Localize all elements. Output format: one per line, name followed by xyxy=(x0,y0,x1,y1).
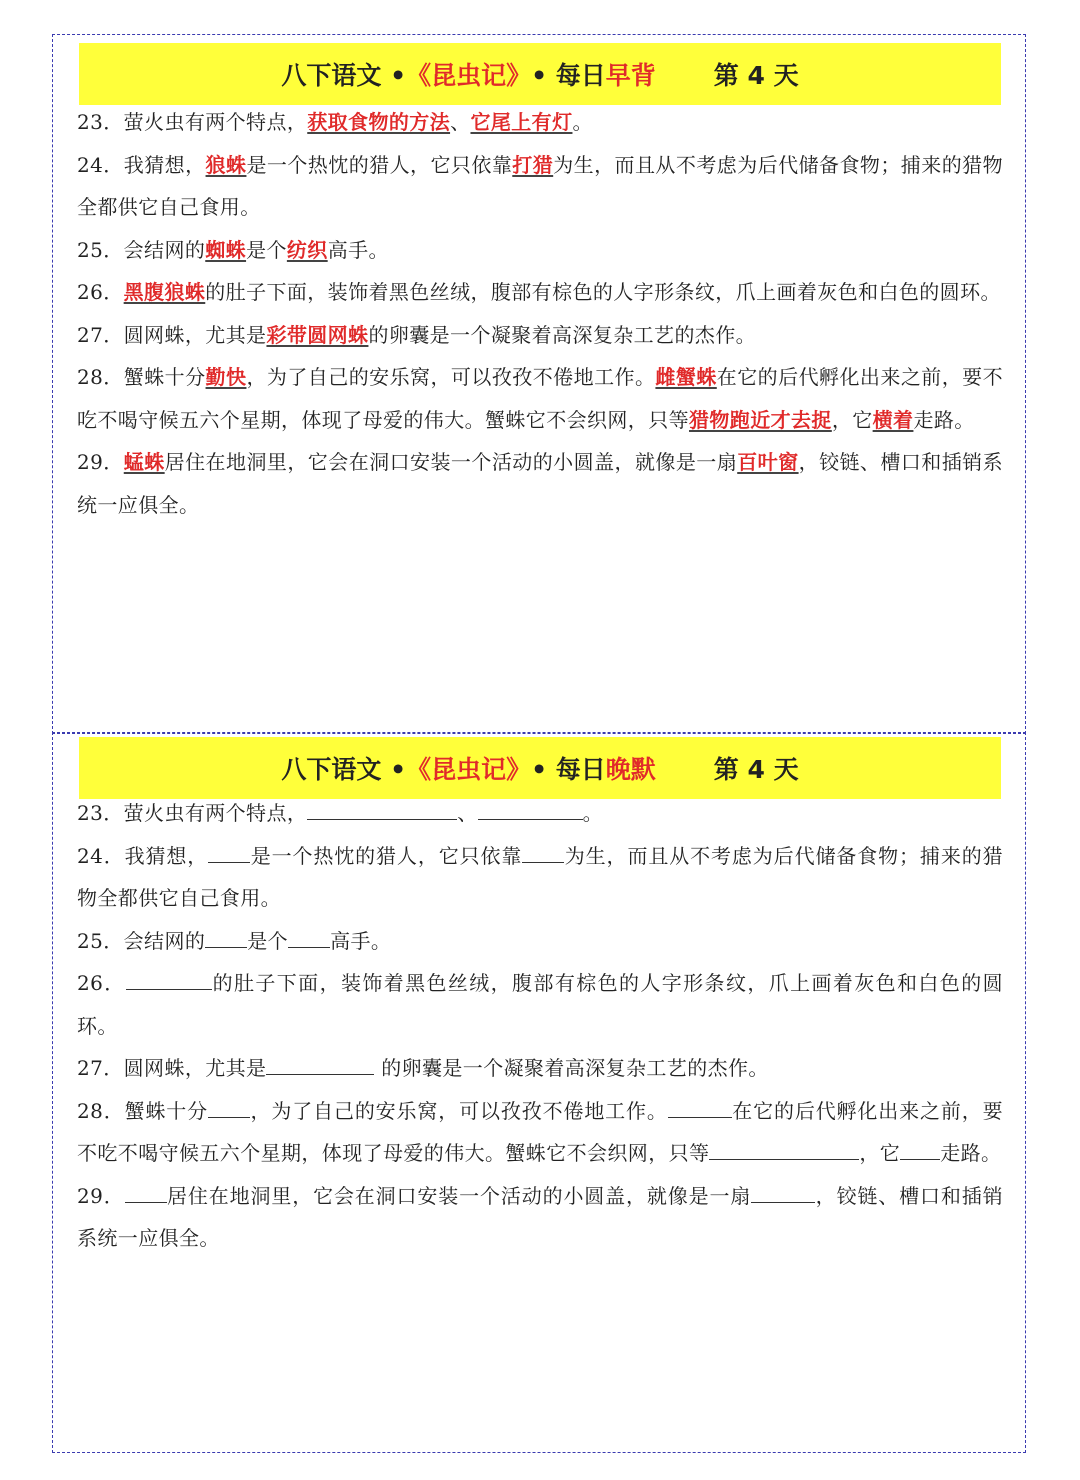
fill-blank[interactable] xyxy=(125,1182,167,1203)
question-text: 走路。 xyxy=(913,407,975,432)
question-item xyxy=(77,314,1003,357)
answer-text: 狼蛛 xyxy=(205,152,247,177)
question-text: ，它 xyxy=(859,1141,901,1165)
question-item xyxy=(77,1175,1003,1260)
question-text: 的肚子下面，装饰着黑色丝绒，腹部有棕色的人字形条纹，爪上画着灰色和白色的圆环。 xyxy=(77,971,1003,1038)
question-item xyxy=(77,229,1003,272)
question-text: 的卵囊是一个凝聚着高深复杂工艺的杰作。 xyxy=(374,1056,769,1080)
morning-recite-panel xyxy=(52,34,1026,734)
fill-blank[interactable] xyxy=(288,927,330,948)
question-text: 27．圆网蛛，尤其是 xyxy=(77,1056,267,1080)
answer-text: 雌蟹蛛 xyxy=(655,365,717,389)
question-item xyxy=(77,271,1003,314)
question-text: 26． xyxy=(77,971,126,995)
header-prefix: 八下语文 • xyxy=(281,755,407,784)
question-text: ，铰链、槽口和插销系统一应俱全。 xyxy=(77,1183,1003,1250)
question-text: ，为了自己的安乐窝，可以孜孜不倦地工作。 xyxy=(250,1098,668,1123)
header-book-title: 《昆虫记》 xyxy=(406,755,532,784)
answer-text: 横着 xyxy=(872,407,914,432)
fill-blank[interactable] xyxy=(307,799,457,820)
fill-blank[interactable] xyxy=(709,1139,859,1160)
question-text: 是个 xyxy=(247,928,289,953)
question-text: 27．圆网蛛，尤其是 xyxy=(77,322,267,347)
question-text: 在它的后代孵化出来之前，要不吃不喝守候五六个星期，体现了母爱的伟大。蟹蛛它不会织网，只等 xyxy=(77,1098,1004,1165)
question-text: 25．会结网的 xyxy=(77,928,206,953)
question-text: 25．会结网的 xyxy=(77,237,206,262)
question-text: 29． xyxy=(77,1183,125,1208)
panel-header xyxy=(79,43,1001,105)
fill-blank[interactable] xyxy=(208,842,250,863)
fill-blank[interactable] xyxy=(205,927,247,948)
fill-blank[interactable] xyxy=(900,1139,940,1160)
fill-blank[interactable] xyxy=(751,1182,815,1203)
question-text: 走路。 xyxy=(940,1141,1002,1165)
question-text: 、 xyxy=(450,110,471,134)
question-text: 28．蟹蛛十分 xyxy=(77,365,206,389)
question-text: ，铰链、槽口和插销系统一应俱全。 xyxy=(77,450,1004,517)
question-text: 。 xyxy=(582,801,604,825)
question-text: 24．我猜想， xyxy=(77,843,209,868)
question-item xyxy=(77,1090,1003,1175)
question-text: 居住在地洞里，它会在洞口安装一个活动的小圆盖，就像是一扇 xyxy=(166,1183,752,1208)
header-mid: • 每日 xyxy=(531,755,606,784)
header-day: 第 4 天 xyxy=(713,755,799,784)
panel-header xyxy=(79,737,1001,799)
question-text: ，为了自己的安乐窝，可以孜孜不倦地工作。 xyxy=(246,365,656,389)
answer-text: 彩带圆网蛛 xyxy=(266,322,369,347)
answer-text: 黑腹狼蛛 xyxy=(123,280,206,304)
question-text: 高手。 xyxy=(330,928,392,953)
question-text: 24．我猜想， xyxy=(77,152,206,177)
question-item xyxy=(77,101,1003,144)
question-item xyxy=(77,920,1003,963)
answer-text: 打猎 xyxy=(512,152,554,177)
question-text: 的卵囊是一个凝聚着高深复杂工艺的杰作。 xyxy=(368,322,757,347)
question-item xyxy=(77,962,1003,1047)
fill-blank[interactable] xyxy=(522,842,564,863)
question-text: 高手。 xyxy=(327,237,389,262)
question-text: 是一个热忱的猎人，它只依靠 xyxy=(246,152,513,177)
answer-text: 勤快 xyxy=(205,365,247,389)
answer-text: 纺织 xyxy=(286,237,328,262)
answer-list xyxy=(77,101,1003,526)
answer-text: 获取食物的方法 xyxy=(307,110,451,134)
question-text: 在它的后代孵化出来之前，要不吃不喝守候五六个星期，体现了母爱的伟大。蟹蛛它不会织网，只等 xyxy=(77,365,1004,432)
answer-text: 蜢蛛 xyxy=(123,450,165,474)
fill-blank[interactable] xyxy=(126,969,212,990)
answer-text: 百叶窗 xyxy=(737,450,799,474)
header-mode: 晚默 xyxy=(605,755,656,784)
question-item xyxy=(77,144,1003,229)
question-text: 23．萤火虫有两个特点， xyxy=(77,110,308,134)
fill-blank[interactable] xyxy=(208,1097,250,1118)
header-mode: 早背 xyxy=(605,61,656,90)
question-text: 23．萤火虫有两个特点， xyxy=(77,801,308,825)
header-mid: • 每日 xyxy=(531,61,606,90)
question-text: 、 xyxy=(457,801,478,825)
question-text: 28．蟹蛛十分 xyxy=(77,1098,209,1123)
question-text: 。 xyxy=(572,110,593,134)
question-item xyxy=(77,792,1003,835)
question-text: 为生，而且从不考虑为后代储备食物；捕来的猎物全都供它自己食用。 xyxy=(77,843,1003,910)
question-text: 29． xyxy=(77,450,124,474)
question-item xyxy=(77,1047,1003,1090)
question-text: 居住在地洞里，它会在洞口安装一个活动的小圆盖，就像是一扇 xyxy=(164,450,738,474)
fill-blank[interactable] xyxy=(668,1097,732,1118)
answer-text: 蜘蛛 xyxy=(205,237,247,262)
header-book-title: 《昆虫记》 xyxy=(406,61,532,90)
question-text: 是一个热忱的猎人，它只依靠 xyxy=(250,843,523,868)
question-text: 26． xyxy=(77,280,124,304)
header-prefix: 八下语文 • xyxy=(281,61,407,90)
answer-text: 猎物跑近才去捉 xyxy=(689,407,832,432)
question-item xyxy=(77,356,1003,441)
question-text: 是个 xyxy=(246,237,287,262)
question-item xyxy=(77,441,1003,526)
blank-list xyxy=(77,792,1003,1260)
evening-dictation-panel xyxy=(52,732,1026,1453)
answer-text: 它尾上有灯 xyxy=(470,110,573,134)
question-text: 的肚子下面，装饰着黑色丝绒，腹部有棕色的人字形条纹，爪上画着灰色和白色的圆环。 xyxy=(205,280,1001,304)
fill-blank[interactable] xyxy=(478,799,583,820)
question-text: ，它 xyxy=(831,407,873,432)
question-item xyxy=(77,835,1003,920)
fill-blank[interactable] xyxy=(266,1054,374,1075)
question-text: 为生，而且从不考虑为后代储备食物；捕来的猎物全都供它自己食用。 xyxy=(77,152,1003,219)
header-day: 第 4 天 xyxy=(713,61,799,90)
